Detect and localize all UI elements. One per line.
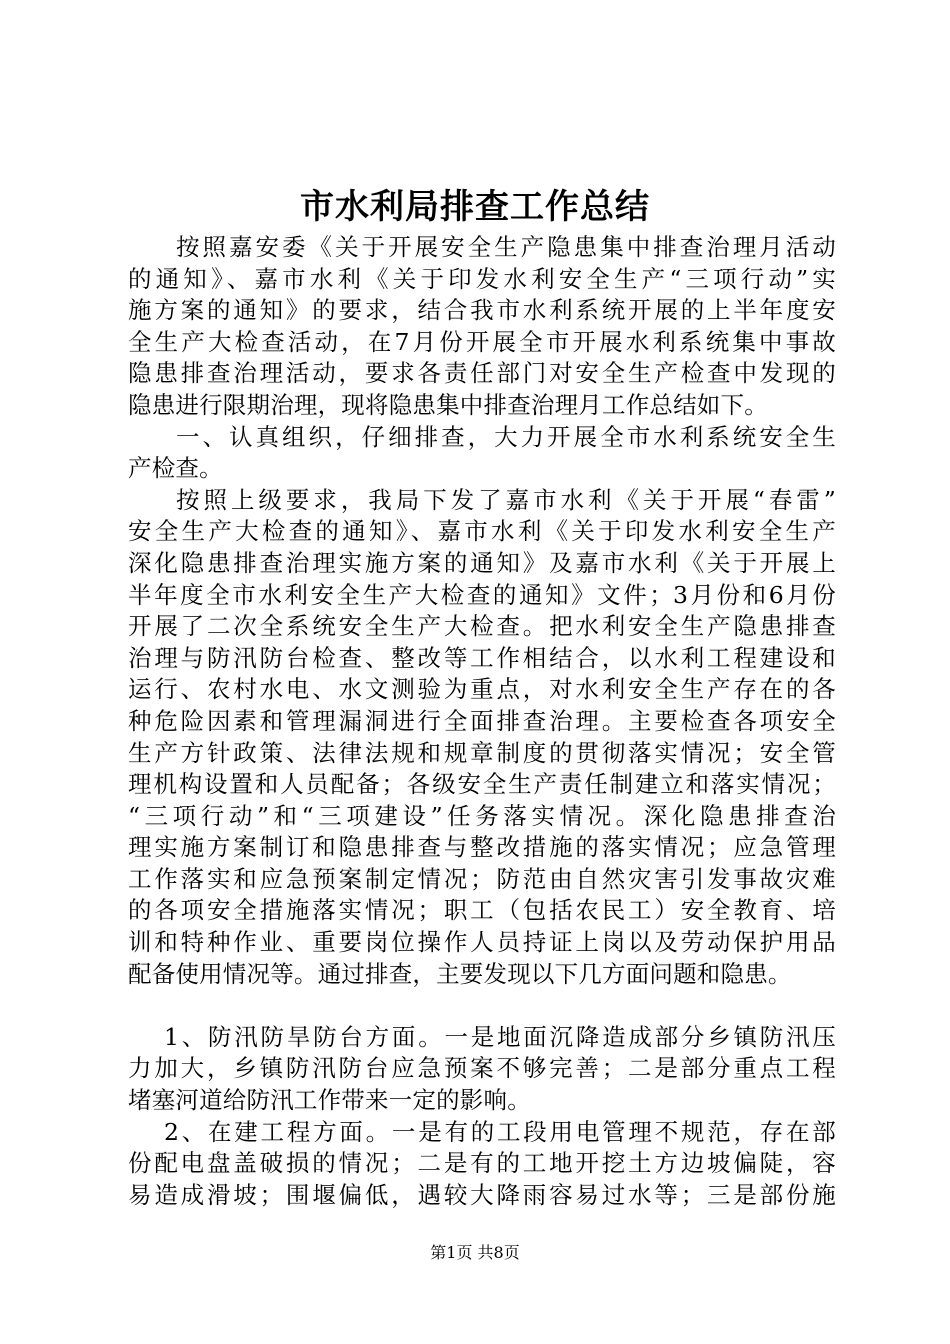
text-line: 堵塞河道给防汛工作带来一定的影响。 (128, 1086, 531, 1115)
text-line: 全生产大检查活动，在7月份开展全市开展水利系统集中事故 (128, 327, 836, 356)
text-line: 运行、农村水电、水文测验为重点，对水利安全生产存在的各 (128, 675, 836, 704)
text-line: 半年度全市水利安全生产大检查的通知》文件；3月份和6月份 (128, 580, 836, 609)
text-line: 2、在建工程方面。一是有的工段用电管理不规范，存在部 (164, 1117, 836, 1146)
text-line: 生产方针政策、法律法规和规章制度的贯彻落实情况；安全管 (128, 738, 836, 767)
text-line: 按照上级要求，我局下发了嘉市水利《关于开展“春雷” (176, 485, 836, 514)
text-line: 的各项安全措施落实情况；职工（包括农民工）安全教育、培 (128, 896, 836, 925)
text-line: 一、认真组织，仔细排查，大力开展全市水利系统安全生 (176, 422, 836, 451)
text-line: 种危险因素和管理漏洞进行全面排查治理。主要检查各项安全 (128, 706, 836, 735)
document-title: 市水利局排查工作总结 (300, 187, 650, 227)
text-line: 训和特种作业、重要岗位操作人员持证上岗以及劳动保护用品 (128, 928, 836, 957)
page-footer: 第1页 共8页 (430, 1243, 520, 1262)
paragraph-spacer (128, 990, 836, 1022)
text-line: 开展了二次全系统安全生产大检查。把水利安全生产隐患排查 (128, 612, 836, 641)
text-line: 隐患进行限期治理，现将隐患集中排查治理月工作总结如下。 (128, 390, 768, 419)
text-line: 理机构设置和人员配备；各级安全生产责任制建立和落实情况； (128, 770, 836, 799)
text-line: 按照嘉安委《关于开展安全生产隐患集中排查治理月活动 (176, 233, 836, 261)
text-line: 施方案的通知》的要求，结合我市水利系统开展的上半年度安 (128, 296, 836, 325)
text-line: 易造成滑坡；围堰偏低，遇较大降雨容易过水等；三是部份施 (128, 1180, 836, 1209)
text-line: 治理与防汛防台检查、整改等工作相结合，以水利工程建设和 (128, 643, 836, 672)
text-line: 1、防汛防旱防台方面。一是地面沉降造成部分乡镇防汛压 (164, 1022, 836, 1051)
text-line: 产检查。 (128, 454, 223, 483)
text-line: 配备使用情况等。通过排查，主要发现以下几方面问题和隐患。 (128, 959, 792, 988)
document-body (128, 232, 836, 1211)
text-line: 安全生产大检查的通知》、嘉市水利《关于印发水利安全生产 (128, 517, 836, 546)
text-line: 深化隐患排查治理实施方案的通知》及嘉市水利《关于开展上 (128, 548, 836, 577)
text-line: 份配电盘盖破损的情况；二是有的工地开挖土方边坡偏陡，容 (128, 1149, 836, 1178)
text-line: 理实施方案制订和隐患排查与整改措施的落实情况；应急管理 (128, 833, 836, 862)
text-line: “三项行动”和“三项建设”任务落实情况。深化隐患排查治 (128, 801, 836, 830)
text-line: 隐患排查治理活动，要求各责任部门对安全生产检查中发现的 (128, 359, 836, 388)
text-line: 力加大，乡镇防汛防台应急预案不够完善；二是部分重点工程 (128, 1054, 836, 1083)
text-line: 工作落实和应急预案制定情况；防范由自然灾害引发事故灾难 (128, 864, 836, 893)
text-line: 的通知》、嘉市水利《关于印发水利安全生产“三项行动”实 (128, 264, 836, 293)
